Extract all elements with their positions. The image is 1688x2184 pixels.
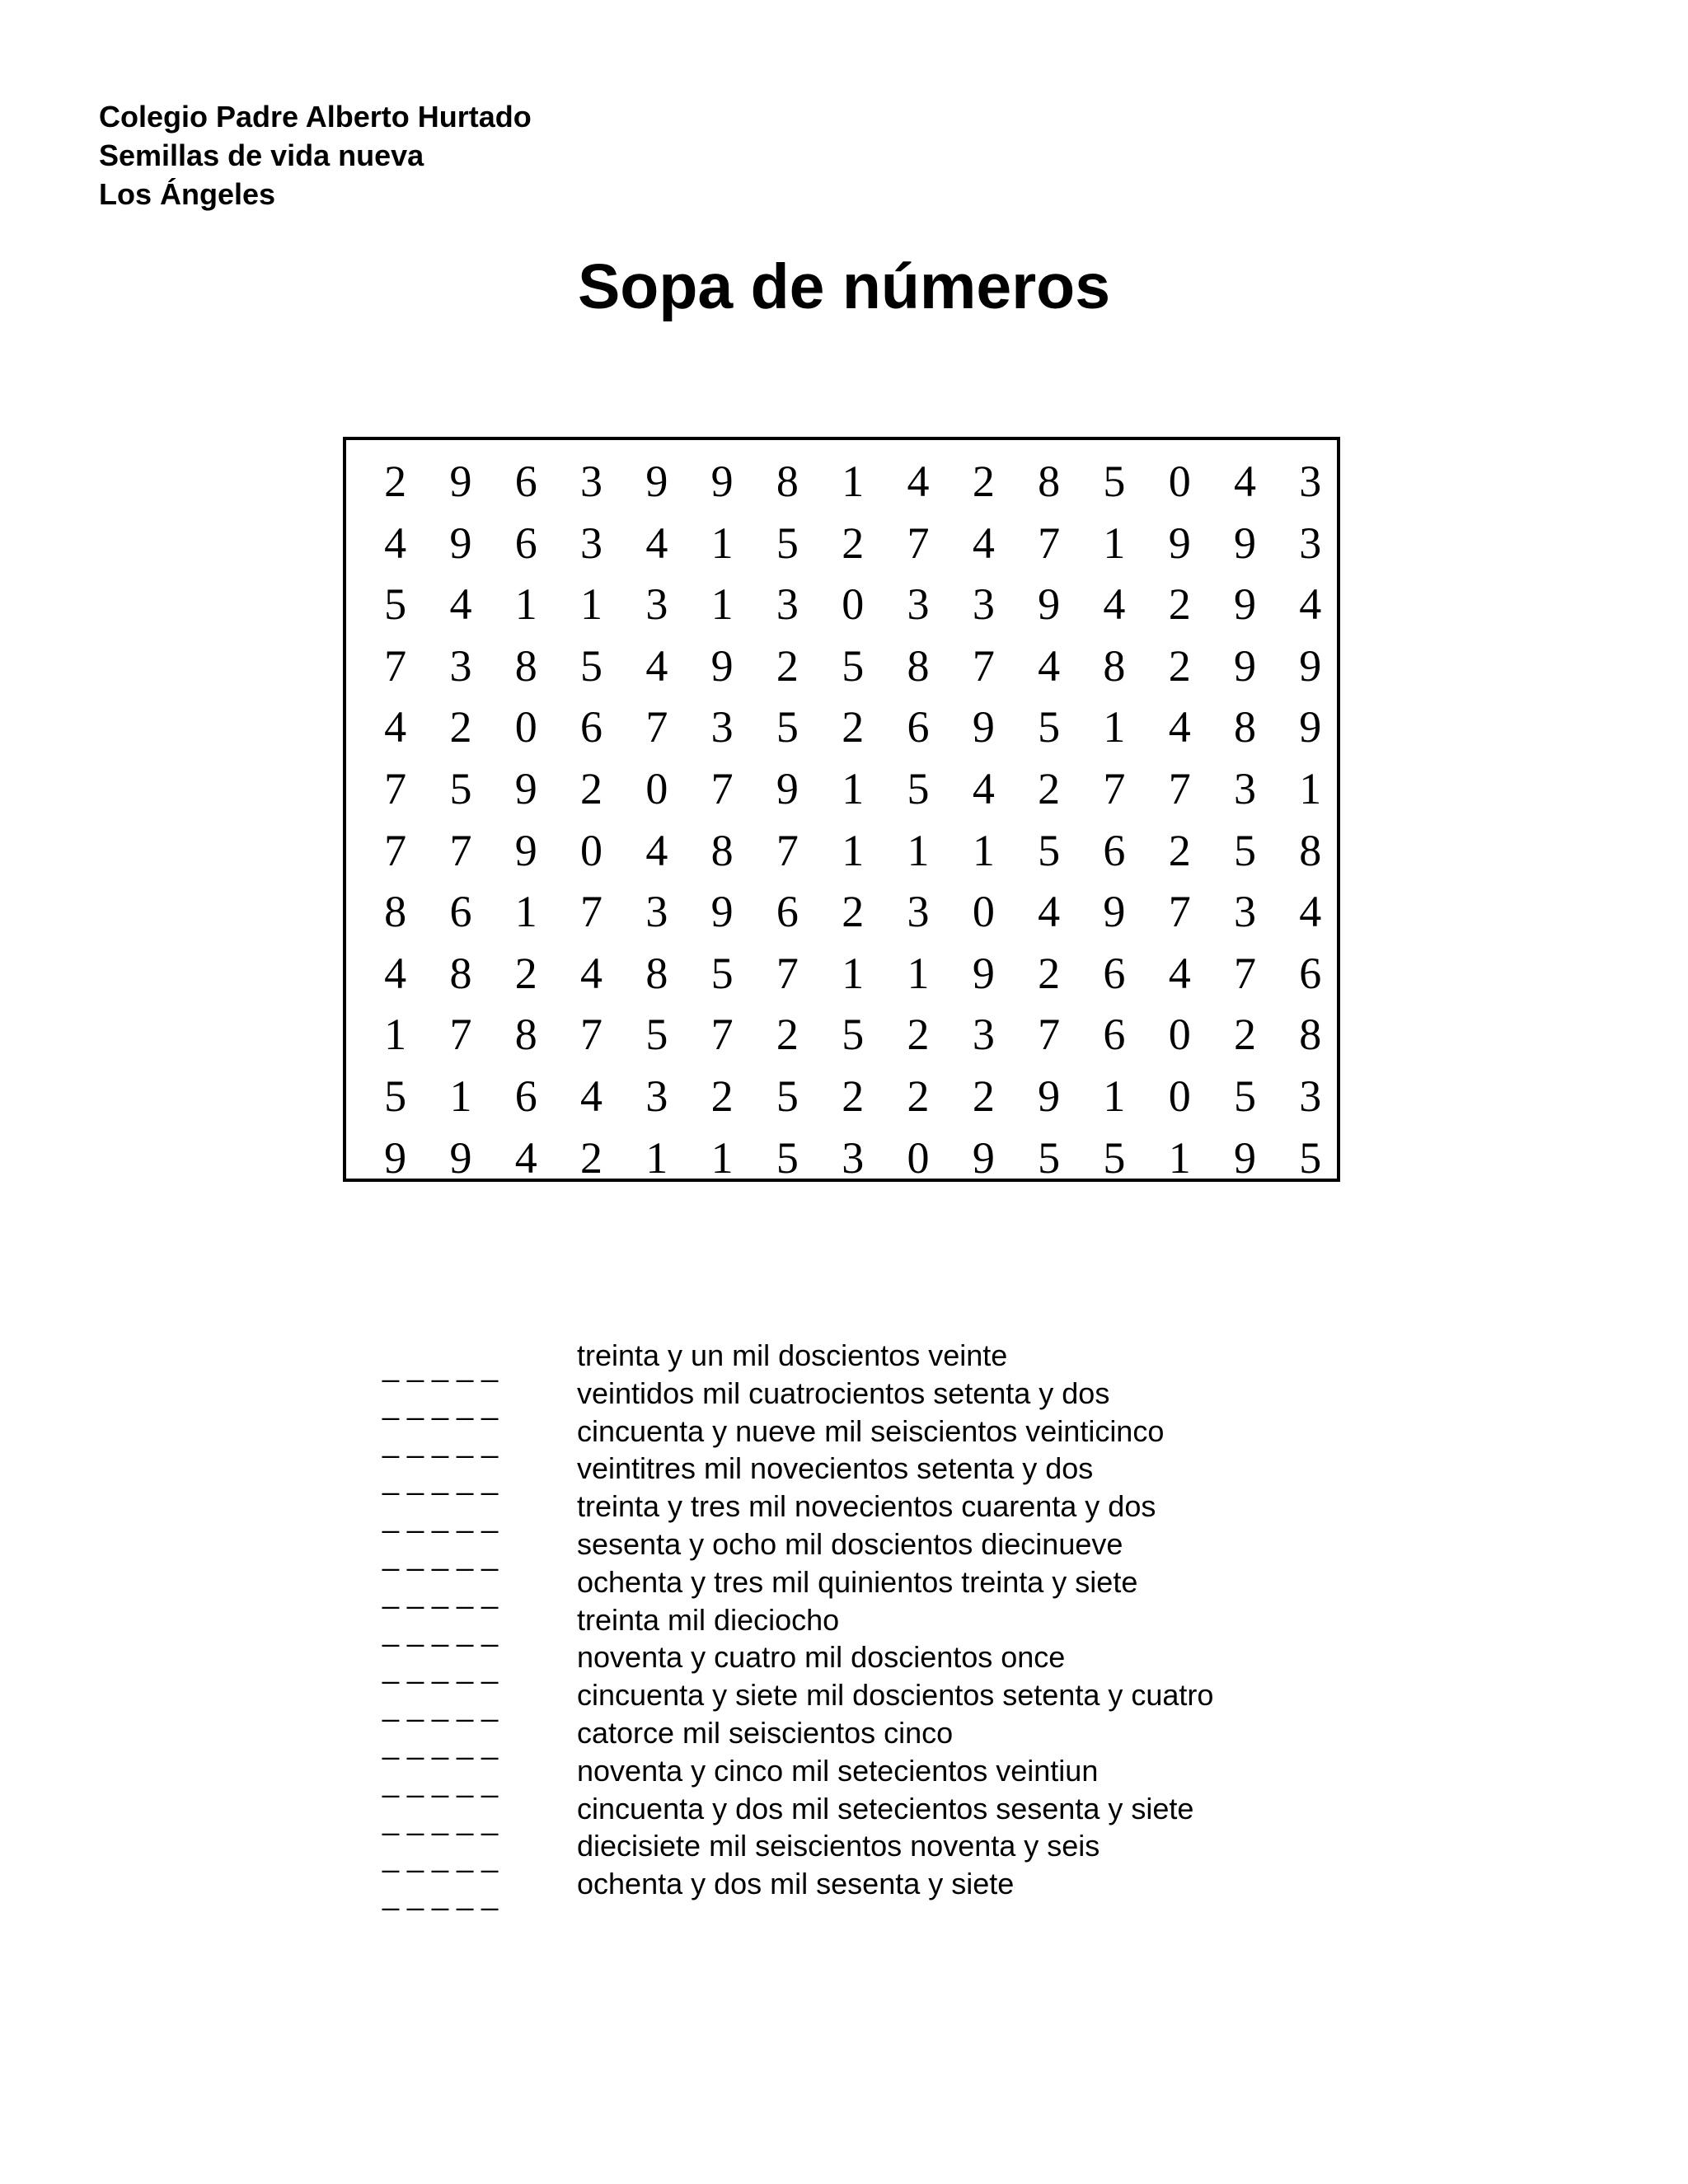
grid-cell[interactable]: 7 bbox=[449, 1010, 472, 1060]
clue-text: cincuenta y nueve mil seiscientos veinticinco bbox=[577, 1413, 1165, 1448]
grid-cell[interactable]: 7 bbox=[1234, 948, 1256, 998]
grid-cell[interactable]: 3 bbox=[1234, 887, 1256, 937]
grid-cell[interactable]: 4 bbox=[645, 518, 668, 568]
grid-cell[interactable]: 4 bbox=[384, 702, 407, 752]
answer-blank[interactable]: _ _ _ _ _ bbox=[382, 1424, 499, 1459]
school-header bbox=[99, 97, 532, 213]
grid-cell[interactable]: 6 bbox=[1103, 948, 1126, 998]
grid-cell[interactable]: 9 bbox=[514, 763, 537, 813]
grid-cell[interactable]: 1 bbox=[1103, 518, 1126, 568]
grid-cell[interactable]: 2 bbox=[1168, 579, 1191, 630]
grid-cell[interactable]: 2 bbox=[1168, 640, 1191, 691]
grid-cell[interactable]: 1 bbox=[514, 887, 537, 937]
grid-cell[interactable]: 4 bbox=[907, 457, 930, 506]
grid-cell[interactable]: 1 bbox=[1299, 763, 1322, 813]
answer-blank[interactable]: _ _ _ _ _ bbox=[382, 1726, 499, 1760]
grid-cell[interactable]: 7 bbox=[710, 1010, 734, 1060]
grid-cell[interactable]: 4 bbox=[580, 948, 603, 998]
grid-cell[interactable]: 6 bbox=[514, 457, 537, 506]
grid-cell[interactable]: 8 bbox=[1103, 640, 1126, 691]
grid-cell[interactable]: 7 bbox=[384, 640, 407, 691]
grid-cell[interactable]: 1 bbox=[710, 518, 734, 568]
grid-cell[interactable]: 2 bbox=[1168, 825, 1191, 875]
grid-cell[interactable]: 8 bbox=[514, 1010, 537, 1060]
grid-cell[interactable]: 9 bbox=[449, 518, 472, 568]
grid-cell[interactable]: 4 bbox=[1299, 887, 1322, 937]
grid-cell[interactable]: 2 bbox=[842, 518, 865, 568]
grid-cell[interactable]: 7 bbox=[1168, 887, 1191, 937]
answer-blank[interactable]: _ _ _ _ _ bbox=[382, 1613, 499, 1647]
grid-cell[interactable]: 4 bbox=[1038, 640, 1061, 691]
grid-cell[interactable]: 9 bbox=[972, 1132, 995, 1183]
answer-blank[interactable]: _ _ _ _ _ bbox=[382, 1651, 499, 1685]
clue-item bbox=[382, 1752, 1213, 1798]
grid-cell[interactable]: 5 bbox=[384, 1071, 407, 1121]
grid-cell[interactable]: 9 bbox=[710, 640, 734, 691]
grid-cell[interactable]: 9 bbox=[1234, 579, 1256, 630]
grid-cell[interactable]: 5 bbox=[776, 518, 799, 568]
clue-item bbox=[382, 1450, 1213, 1497]
grid-cell[interactable]: 1 bbox=[907, 825, 930, 875]
grid-cell[interactable]: 9 bbox=[1038, 579, 1061, 630]
grid-cell[interactable]: 3 bbox=[580, 457, 603, 506]
grid-cell[interactable]: 2 bbox=[907, 1010, 930, 1060]
grid-cell[interactable]: 4 bbox=[972, 763, 995, 813]
grid-cell[interactable]: 6 bbox=[449, 887, 472, 937]
grid-cell[interactable]: 3 bbox=[645, 887, 668, 937]
grid-cell[interactable]: 4 bbox=[1234, 457, 1256, 506]
grid-cell[interactable]: 1 bbox=[514, 579, 537, 630]
grid-cell[interactable]: 3 bbox=[907, 579, 930, 630]
grid-cell[interactable]: 4 bbox=[645, 825, 668, 875]
grid-cell[interactable]: 2 bbox=[972, 457, 995, 506]
clue-item bbox=[382, 1375, 1213, 1421]
grid-cell[interactable]: 7 bbox=[776, 825, 799, 875]
grid-cell[interactable]: 6 bbox=[514, 1071, 537, 1121]
grid-cell[interactable]: 8 bbox=[710, 825, 734, 875]
grid-cell[interactable]: 6 bbox=[1299, 948, 1322, 998]
grid-cell[interactable]: 7 bbox=[645, 702, 668, 752]
grid-cell[interactable]: 9 bbox=[710, 887, 734, 937]
answer-blank[interactable]: _ _ _ _ _ bbox=[382, 1764, 499, 1798]
grid-cell[interactable]: 6 bbox=[514, 518, 537, 568]
answer-blank[interactable]: _ _ _ _ _ bbox=[382, 1462, 499, 1497]
grid-cell[interactable]: 3 bbox=[449, 640, 472, 691]
answer-blank[interactable]: _ _ _ _ _ bbox=[382, 1349, 499, 1383]
grid-cell[interactable]: 8 bbox=[1234, 702, 1256, 752]
grid-cell[interactable]: 9 bbox=[1234, 640, 1256, 691]
clue-text: treinta y un mil doscientos veinte bbox=[577, 1338, 1008, 1372]
school-city: Los Ángeles bbox=[99, 177, 276, 211]
number-search-grid bbox=[343, 437, 1340, 1182]
answer-blank[interactable]: _ _ _ _ _ bbox=[382, 1877, 499, 1912]
clue-item bbox=[382, 1563, 1213, 1610]
grid-cell[interactable]: 4 bbox=[1038, 887, 1061, 937]
grid-cell[interactable]: 5 bbox=[1103, 457, 1126, 506]
grid-cell[interactable]: 2 bbox=[1038, 948, 1061, 998]
grid-cell[interactable]: 1 bbox=[710, 579, 734, 630]
clue-text: ochenta y dos mil sesenta y siete bbox=[577, 1867, 1015, 1901]
grid-cell[interactable]: 9 bbox=[1103, 887, 1126, 937]
grid-cells bbox=[363, 451, 1343, 1188]
answer-blank[interactable]: _ _ _ _ _ bbox=[382, 1689, 499, 1723]
grid-cell[interactable]: 9 bbox=[776, 763, 799, 813]
school-motto: Semillas de vida nueva bbox=[99, 138, 424, 172]
grid-cell[interactable]: 5 bbox=[710, 948, 734, 998]
grid-cell[interactable]: 5 bbox=[842, 640, 865, 691]
grid-cell[interactable]: 9 bbox=[1234, 518, 1256, 568]
clue-text: veintitres mil novecientos setenta y dos bbox=[577, 1451, 1094, 1486]
grid-cell[interactable]: 0 bbox=[1168, 1010, 1191, 1060]
grid-cell[interactable]: 0 bbox=[1168, 1071, 1191, 1121]
grid-cell[interactable]: 2 bbox=[449, 702, 472, 752]
grid-cell[interactable]: 9 bbox=[1038, 1071, 1061, 1121]
grid-cell[interactable]: 0 bbox=[972, 887, 995, 937]
grid-cell[interactable]: 3 bbox=[1299, 457, 1322, 506]
grid-cell[interactable]: 7 bbox=[384, 825, 407, 875]
clue-item bbox=[382, 1337, 1213, 1383]
grid-cell[interactable]: 7 bbox=[1038, 1010, 1061, 1060]
grid-cell[interactable]: 5 bbox=[1299, 1132, 1322, 1183]
grid-cell[interactable]: 4 bbox=[1168, 948, 1191, 998]
grid-cell[interactable]: 2 bbox=[1038, 763, 1061, 813]
grid-cell[interactable]: 4 bbox=[384, 948, 407, 998]
grid-cell[interactable]: 5 bbox=[1038, 825, 1061, 875]
grid-cell[interactable]: 3 bbox=[907, 887, 930, 937]
grid-cell[interactable]: 5 bbox=[384, 579, 407, 630]
grid-cell[interactable]: 3 bbox=[580, 518, 603, 568]
grid-cell[interactable]: 1 bbox=[842, 948, 865, 998]
grid-cell[interactable]: 2 bbox=[514, 948, 537, 998]
clue-text: cincuenta y dos mil setecientos sesenta y siete bbox=[577, 1791, 1194, 1825]
answer-blank[interactable]: _ _ _ _ _ bbox=[382, 1500, 499, 1535]
grid-cell[interactable]: 7 bbox=[710, 763, 734, 813]
grid-cell[interactable]: 1 bbox=[1103, 702, 1126, 752]
clue-item bbox=[382, 1638, 1213, 1685]
grid-cell[interactable]: 8 bbox=[1299, 1010, 1322, 1060]
grid-cell[interactable]: 0 bbox=[842, 579, 865, 630]
grid-cell[interactable]: 5 bbox=[776, 702, 799, 752]
grid-cell[interactable]: 9 bbox=[449, 1132, 472, 1183]
grid-cell[interactable]: 4 bbox=[1103, 579, 1126, 630]
grid-cell[interactable]: 8 bbox=[776, 457, 799, 506]
grid-cell[interactable]: 5 bbox=[842, 1010, 865, 1060]
grid-cell[interactable]: 0 bbox=[645, 763, 668, 813]
grid-cell[interactable]: 7 bbox=[776, 948, 799, 998]
grid-cell[interactable]: 8 bbox=[1038, 457, 1061, 506]
clue-item bbox=[382, 1865, 1213, 1912]
grid-cell[interactable]: 6 bbox=[1103, 825, 1126, 875]
grid-cell[interactable]: 1 bbox=[710, 1132, 734, 1183]
grid-cell[interactable]: 9 bbox=[1299, 702, 1322, 752]
grid-cell[interactable]: 9 bbox=[972, 948, 995, 998]
grid-cell[interactable]: 4 bbox=[1299, 579, 1322, 630]
grid-cell[interactable]: 1 bbox=[449, 1071, 472, 1121]
grid-cell[interactable]: 7 bbox=[1038, 518, 1061, 568]
grid-cell[interactable]: 5 bbox=[1234, 1071, 1256, 1121]
grid-cell[interactable]: 4 bbox=[972, 518, 995, 568]
grid-cell[interactable]: 6 bbox=[580, 702, 603, 752]
grid-cell[interactable]: 3 bbox=[645, 579, 668, 630]
clue-text: veintidos mil cuatrocientos setenta y dos bbox=[577, 1376, 1110, 1410]
grid-cell[interactable]: 2 bbox=[842, 887, 865, 937]
clue-item bbox=[382, 1714, 1213, 1760]
grid-cell[interactable]: 5 bbox=[907, 763, 930, 813]
answer-blank[interactable]: _ _ _ _ _ bbox=[382, 1575, 499, 1610]
grid-cell[interactable]: 0 bbox=[1168, 457, 1191, 506]
grid-cell[interactable]: 1 bbox=[580, 579, 603, 630]
grid-cell[interactable]: 3 bbox=[1234, 763, 1256, 813]
grid-cell[interactable]: 7 bbox=[1168, 763, 1191, 813]
grid-cell[interactable]: 8 bbox=[907, 640, 930, 691]
grid-cell[interactable]: 7 bbox=[907, 518, 930, 568]
grid-cell[interactable]: 6 bbox=[907, 702, 930, 752]
answer-blank[interactable]: _ _ _ _ _ bbox=[382, 1537, 499, 1572]
grid-cell[interactable]: 5 bbox=[1038, 1132, 1061, 1183]
grid-cell[interactable]: 9 bbox=[1234, 1132, 1256, 1183]
clue-item bbox=[382, 1488, 1213, 1535]
grid-cell[interactable]: 7 bbox=[1103, 763, 1126, 813]
school-name: Colegio Padre Alberto Hurtado bbox=[99, 100, 532, 134]
grid-cell[interactable]: 2 bbox=[842, 702, 865, 752]
grid-cell[interactable]: 5 bbox=[1234, 825, 1256, 875]
grid-cell[interactable]: 7 bbox=[580, 887, 603, 937]
answer-blank[interactable]: _ _ _ _ _ bbox=[382, 1386, 499, 1421]
answer-blank[interactable]: _ _ _ _ _ bbox=[382, 1802, 499, 1836]
clue-text: ochenta y tres mil quinientos treinta y siete bbox=[577, 1564, 1138, 1599]
grid-cell[interactable]: 5 bbox=[645, 1010, 668, 1060]
grid-cell[interactable]: 4 bbox=[384, 518, 407, 568]
grid-cell[interactable]: 8 bbox=[449, 948, 472, 998]
grid-cell[interactable]: 4 bbox=[1168, 702, 1191, 752]
clue-item bbox=[382, 1827, 1213, 1874]
grid-cell[interactable]: 2 bbox=[972, 1071, 995, 1121]
grid-cell[interactable]: 2 bbox=[907, 1071, 930, 1121]
grid-cell[interactable]: 1 bbox=[384, 1010, 407, 1060]
grid-cell[interactable]: 2 bbox=[580, 1132, 603, 1183]
clue-text: treinta y tres mil novecientos cuarenta y dos bbox=[577, 1489, 1156, 1524]
grid-cell[interactable]: 5 bbox=[1038, 702, 1061, 752]
clue-text: catorce mil seiscientos cinco bbox=[577, 1715, 954, 1750]
grid-cell[interactable]: 4 bbox=[514, 1132, 537, 1183]
clue-item bbox=[382, 1601, 1213, 1647]
grid-cell[interactable]: 1 bbox=[1103, 1071, 1126, 1121]
grid-cell[interactable]: 1 bbox=[842, 825, 865, 875]
grid-cell[interactable]: 1 bbox=[842, 763, 865, 813]
grid-cell[interactable]: 3 bbox=[842, 1132, 865, 1183]
grid-cell[interactable]: 3 bbox=[645, 1071, 668, 1121]
grid-cell[interactable]: 8 bbox=[645, 948, 668, 998]
clue-text: noventa y cuatro mil doscientos once bbox=[577, 1640, 1066, 1675]
clue-text: treinta mil dieciocho bbox=[577, 1602, 840, 1637]
grid-cell[interactable]: 3 bbox=[972, 579, 995, 630]
grid-cell[interactable]: 9 bbox=[1168, 518, 1191, 568]
grid-cell[interactable]: 3 bbox=[1299, 518, 1322, 568]
grid-cell[interactable]: 5 bbox=[580, 640, 603, 691]
grid-cell[interactable]: 2 bbox=[776, 640, 799, 691]
grid-cell[interactable]: 8 bbox=[1299, 825, 1322, 875]
answer-blank[interactable]: _ _ _ _ _ bbox=[382, 1840, 499, 1874]
grid-cell[interactable]: 3 bbox=[972, 1010, 995, 1060]
grid-cell[interactable]: 8 bbox=[514, 640, 537, 691]
grid-cell[interactable]: 4 bbox=[449, 579, 472, 630]
grid-cell[interactable]: 7 bbox=[580, 1010, 603, 1060]
grid-cell[interactable]: 3 bbox=[710, 702, 734, 752]
grid-cell[interactable]: 0 bbox=[580, 825, 603, 875]
grid-cell[interactable]: 1 bbox=[1168, 1132, 1191, 1183]
grid-cell[interactable]: 3 bbox=[1299, 1071, 1322, 1121]
clue-text: cincuenta y siete mil doscientos setenta y cuatro bbox=[577, 1678, 1214, 1713]
grid-cell[interactable]: 9 bbox=[710, 457, 734, 506]
grid-cell[interactable]: 9 bbox=[645, 457, 668, 506]
clue-item bbox=[382, 1790, 1213, 1836]
grid-cell[interactable]: 5 bbox=[449, 763, 472, 813]
grid-cell[interactable]: 2 bbox=[776, 1010, 799, 1060]
clue-list bbox=[382, 1337, 1214, 1912]
grid-cell[interactable]: 4 bbox=[580, 1071, 603, 1121]
grid-cell[interactable]: 6 bbox=[1103, 1010, 1126, 1060]
grid-cell[interactable]: 9 bbox=[384, 1132, 407, 1183]
grid-cell[interactable]: 3 bbox=[776, 579, 799, 630]
grid-cell[interactable]: 1 bbox=[972, 825, 995, 875]
clue-item bbox=[382, 1676, 1214, 1723]
grid-cell[interactable]: 2 bbox=[710, 1071, 734, 1121]
grid-cell[interactable]: 9 bbox=[1299, 640, 1322, 691]
grid-cell[interactable]: 4 bbox=[645, 640, 668, 691]
clue-text: sesenta y ocho mil doscientos diecinueve bbox=[577, 1526, 1123, 1561]
grid-cell[interactable]: 2 bbox=[580, 763, 603, 813]
clue-text: noventa y cinco mil setecientos veintiun bbox=[577, 1753, 1099, 1788]
grid-cell[interactable]: 9 bbox=[972, 702, 995, 752]
grid-cell[interactable]: 5 bbox=[776, 1071, 799, 1121]
page-title: Sopa de números bbox=[577, 251, 1111, 322]
grid-cell[interactable]: 1 bbox=[907, 948, 930, 998]
clue-item bbox=[382, 1413, 1213, 1459]
grid-cell[interactable]: 2 bbox=[1234, 1010, 1256, 1060]
grid-cell[interactable]: 0 bbox=[907, 1132, 930, 1183]
grid-cell[interactable]: 8 bbox=[384, 887, 407, 937]
grid-cell[interactable]: 7 bbox=[449, 825, 472, 875]
grid-cell[interactable]: 6 bbox=[776, 887, 799, 937]
grid-cell[interactable]: 2 bbox=[842, 1071, 865, 1121]
grid-cell[interactable]: 9 bbox=[449, 457, 472, 506]
grid-cell[interactable]: 0 bbox=[514, 702, 537, 752]
grid-cell[interactable]: 2 bbox=[384, 457, 407, 506]
clue-item bbox=[382, 1526, 1213, 1572]
clue-text: diecisiete mil seiscientos noventa y seis bbox=[577, 1829, 1100, 1863]
grid-cell[interactable]: 1 bbox=[645, 1132, 668, 1183]
grid-cell[interactable]: 5 bbox=[1103, 1132, 1126, 1183]
grid-cell[interactable]: 7 bbox=[972, 640, 995, 691]
grid-cell[interactable]: 1 bbox=[842, 457, 865, 506]
grid-cell[interactable]: 7 bbox=[384, 763, 407, 813]
grid-cell[interactable]: 9 bbox=[514, 825, 537, 875]
grid-cell[interactable]: 5 bbox=[776, 1132, 799, 1183]
